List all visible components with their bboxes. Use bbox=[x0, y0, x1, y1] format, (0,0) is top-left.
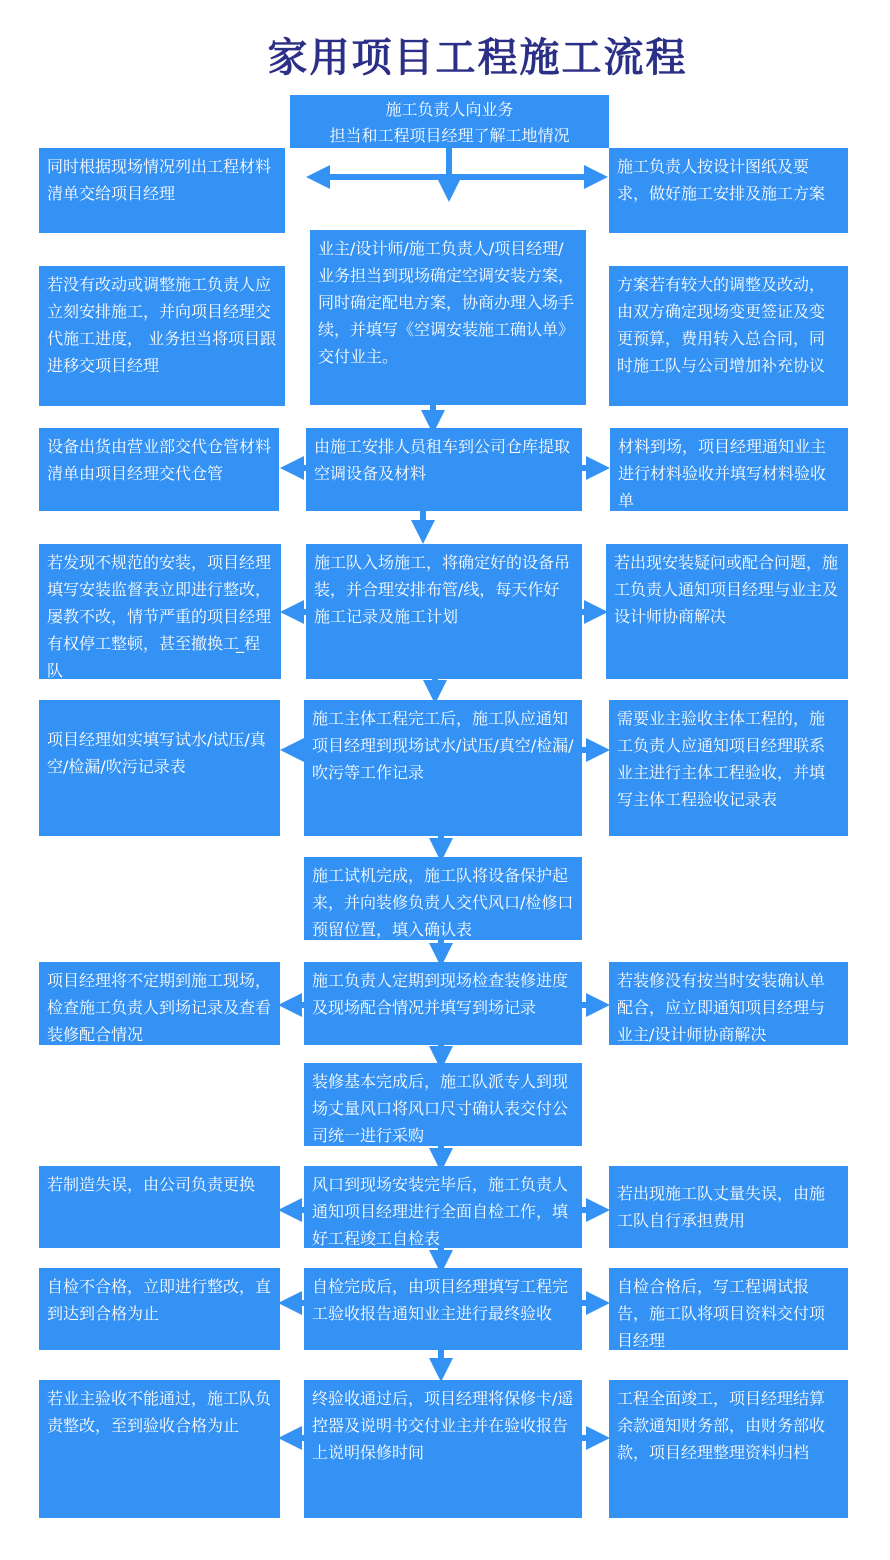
step-warranty-handover: 终验收通过后，项目经理将保修卡/遥控器及说明书交付业主并在验收报告上说明保修时间 bbox=[304, 1380, 582, 1518]
side-irregular-install: 若发现不规范的安装，项目经理填写安装监督表立即进行整改，屡教不改，情节严重的项目经理有权停工整顿，甚至撤换工 ̲程队 bbox=[39, 544, 281, 679]
side-no-change: 若没有改动或调整施工负责人应立刻安排施工，并向项目经理交代施工进度， 业务担当将项目跟进移交项目经理 bbox=[39, 266, 285, 406]
step-confirm-scheme: 业主/设计师/施工负责人/项目经理/业务担当到现场确定空调安装方案，同时确定配电方案，协商办理入场手续，并填写《空调安装施工确认单》交付业主。 bbox=[310, 230, 586, 405]
side-project-complete: 工程全面竣工，项目经理结算余款通知财务部，由财务部收款，项目经理整理资料归档 bbox=[609, 1380, 848, 1518]
step-pickup-equipment: 由施工安排人员租车到公司仓库提取空调设备及材料 bbox=[306, 428, 582, 511]
side-decoration-mismatch: 若装修没有按当时安装确认单配合，应立即通知项目经理与业主/设计师协商解决 bbox=[609, 962, 848, 1045]
side-acceptance-fail: 若业主验收不能通过，施工队负责整改，至到验收合格为止 bbox=[39, 1380, 280, 1518]
side-install-question: 若出现安装疑问或配合问题，施工负责人通知项目经理与业主及设计师协商解决 bbox=[606, 544, 848, 679]
step-measure-vents: 装修基本完成后，施工队派专人到现场丈量风口将风口尺寸确认表交付公司统一进行采购 bbox=[304, 1063, 582, 1146]
side-major-change: 方案若有较大的调整及改动，由双方确定现场变更签证及变更预算，费用转入总合同，同时施工队与公司增加补充协议 bbox=[609, 266, 848, 406]
side-material-acceptance: 材料到场，项目经理通知业主进行材料验收并填写材料验收单 bbox=[610, 428, 848, 511]
side-owner-acceptance: 需要业主验收主体工程的，施工负责人应通知项目经理联系业主进行主体工程验收，并填写主体工程验收记录表 bbox=[609, 700, 848, 836]
step-self-check: 风口到现场安装完毕后，施工负责人通知项目经理进行全面自检工作，填好工程竣工自检表 bbox=[304, 1166, 582, 1248]
step-trial-run: 施工试机完成，施工队将设备保护起来，并向装修负责人交代风口/检修口预留位置，填入确认表 bbox=[304, 857, 582, 940]
page-title: 家用项目工程施工流程 bbox=[267, 35, 688, 81]
side-measure-error: 若出现施工队丈量失误，由施工队自行承担费用 bbox=[609, 1166, 848, 1248]
step-survey-site: 施工负责人向业务 担当和工程项目经理了解工地情况 bbox=[290, 95, 609, 148]
step-final-acceptance-notice: 自检完成后，由项目经理填写工程完工验收报告通知业主进行最终验收 bbox=[304, 1268, 582, 1350]
side-manufacture-error: 若制造失误，由公司负责更换 bbox=[39, 1166, 280, 1248]
step-main-complete: 施工主体工程完工后，施工队应通知项目经理到现场试水/试压/真空/检漏/吹污等工作记录 bbox=[304, 700, 582, 836]
side-material-list: 同时根据现场情况列出工程材料清单交给项目经理 bbox=[39, 148, 285, 233]
side-pm-inspection: 项目经理将不定期到施工现场，检查施工负责人到场记录及查看装修配合情况 bbox=[39, 962, 280, 1045]
step-decoration-check: 施工负责人定期到现场检查装修进度及现场配合情况并填写到场记录 bbox=[304, 962, 582, 1045]
side-pressure-record: 项目经理如实填写试水/试压/真空/检漏/吹污记录表 bbox=[39, 700, 280, 836]
side-self-check-fail: 自检不合格，立即进行整改，直到达到合格为止 bbox=[39, 1268, 280, 1350]
step-install: 施工队入场施工，将确定好的设备吊装，并合理安排布管/线，每天作好施工记录及施工计划 bbox=[306, 544, 582, 679]
side-self-check-pass: 自检合格后，写工程调试报告，施工队将项目资料交付项目经理 bbox=[609, 1268, 848, 1350]
side-construction-plan: 施工负责人按设计图纸及要求，做好施工安排及施工方案 bbox=[609, 148, 848, 233]
side-warehouse-handover: 设备出货由营业部交代仓管材料清单由项目经理交代仓管 bbox=[39, 428, 279, 511]
